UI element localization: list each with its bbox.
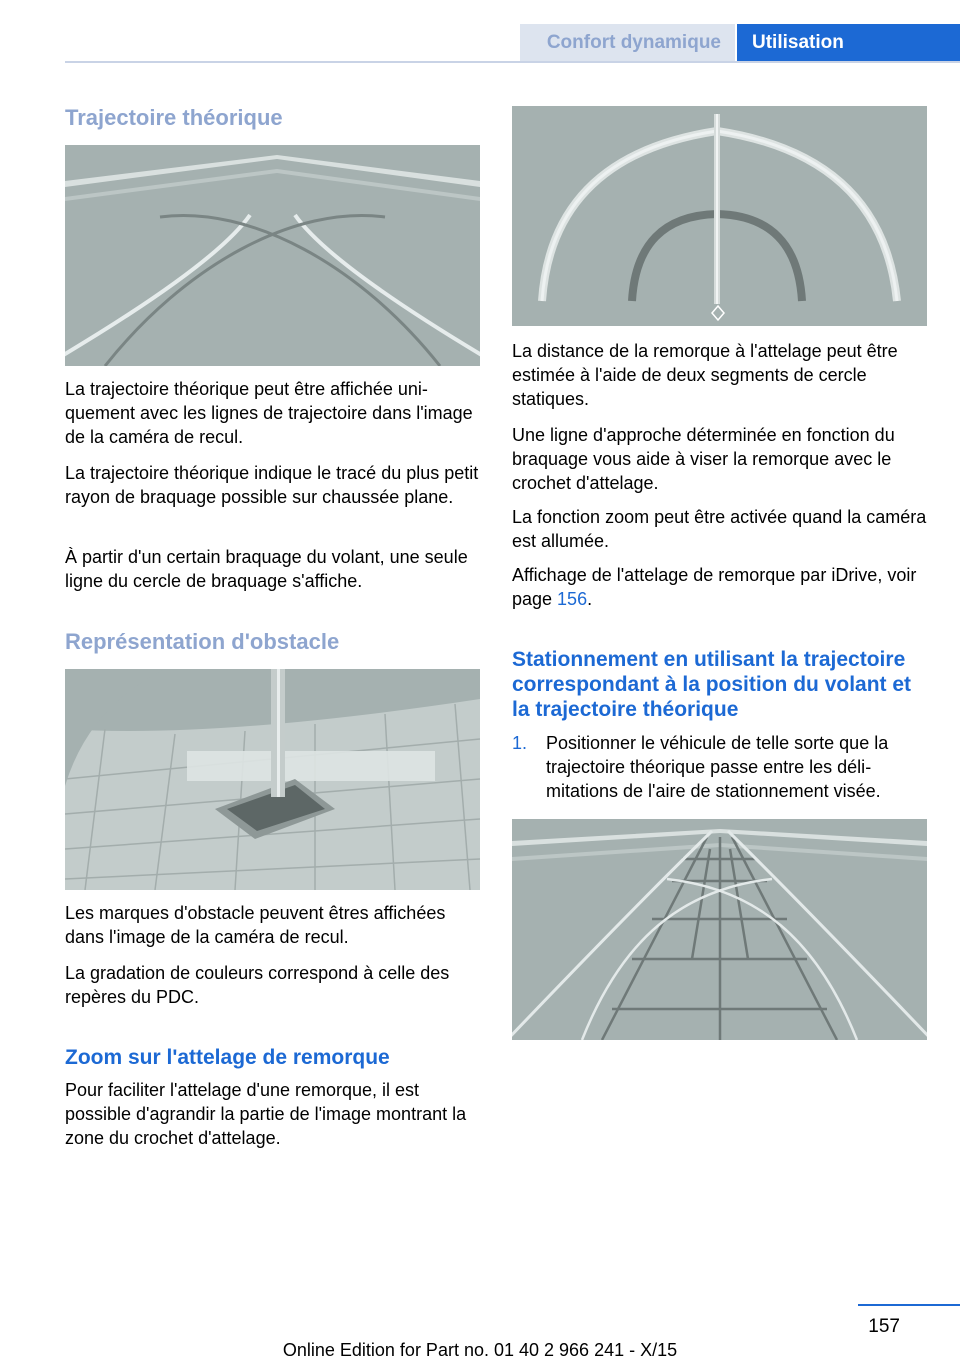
figure-trajectory-view xyxy=(65,145,480,366)
para-hitch-2: Une ligne d'approche déterminée en fonction du braquage vous aide à viser la remorque avec le crochet d'attelage. xyxy=(512,425,895,493)
header-section-tab xyxy=(520,24,735,61)
footer-rule xyxy=(858,1304,960,1306)
para-zoom: Pour faciliter l'attelage d'une remorque, il est possible d'agrandir la partie de l'image montrant la zone du crochet d'attelage. xyxy=(65,1080,467,1148)
footer-edition: Online Edition for Part no. 01 40 2 966 241 - X/15 xyxy=(282,1340,678,1360)
para-hitch-4-text: Affichage de l'attelage de remorque par iDrive, voir page xyxy=(512,565,917,609)
header-chapter-label: Utilisation xyxy=(752,32,844,53)
para-hitch-1: La distance de la remorque à l'attelage peut être estimée à l'aide de deux segments de cercle statiques. xyxy=(512,341,898,409)
header-chapter-tab xyxy=(737,24,960,61)
heading-trajectoire: Trajectoire théorique xyxy=(65,105,283,130)
page-number: 157 xyxy=(868,1316,900,1337)
para-hitch-3: La fonction zoom peut être activée quand la caméra est allumée. xyxy=(512,507,927,551)
para-hitch-4-end: . xyxy=(587,589,593,609)
para-traj-1: La trajectoire théorique peut être affichée uniquement avec les lignes de trajectoire dans l'image de la caméra de recul. xyxy=(65,379,473,447)
header-rule xyxy=(65,61,960,63)
page-link-156[interactable]: 156 xyxy=(557,589,588,609)
para-traj-3: À partir d'un certain braquage du volant, une seule ligne du cercle de braquage s'affiche. xyxy=(65,547,468,591)
para-hitch-4 xyxy=(512,563,927,611)
figure-obstacle-view xyxy=(65,669,480,890)
header-section-label: Confort dynamique xyxy=(546,32,721,53)
heading-zoom: Zoom sur l'attelage de remorque xyxy=(65,1046,390,1069)
heading-obstacle: Représentation d'obstacle xyxy=(65,629,340,654)
figure-parking-view xyxy=(512,819,927,1040)
step-1-number: 1. xyxy=(512,733,528,753)
para-obst-1: Les marques d'obstacle peuvent êtres affichées dans l'image de la caméra de recul. xyxy=(65,903,446,947)
figure-hitch-view xyxy=(512,106,927,326)
heading-parking: Stationnement en utilisant la trajectoire correspondant à la position du volant et la trajectoire théorique xyxy=(512,648,912,721)
para-obst-2: La gradation de couleurs correspond à celle des repères du PDC. xyxy=(65,963,450,1007)
step-1-text: Positionner le véhicule de telle sorte que la trajectoire théorique passe entre les délimitations de l'aire de stationnement visée. xyxy=(546,733,889,801)
para-traj-2: La trajectoire théorique indique le tracé du plus petit rayon de braquage possible sur chaussée plane. xyxy=(65,463,479,507)
